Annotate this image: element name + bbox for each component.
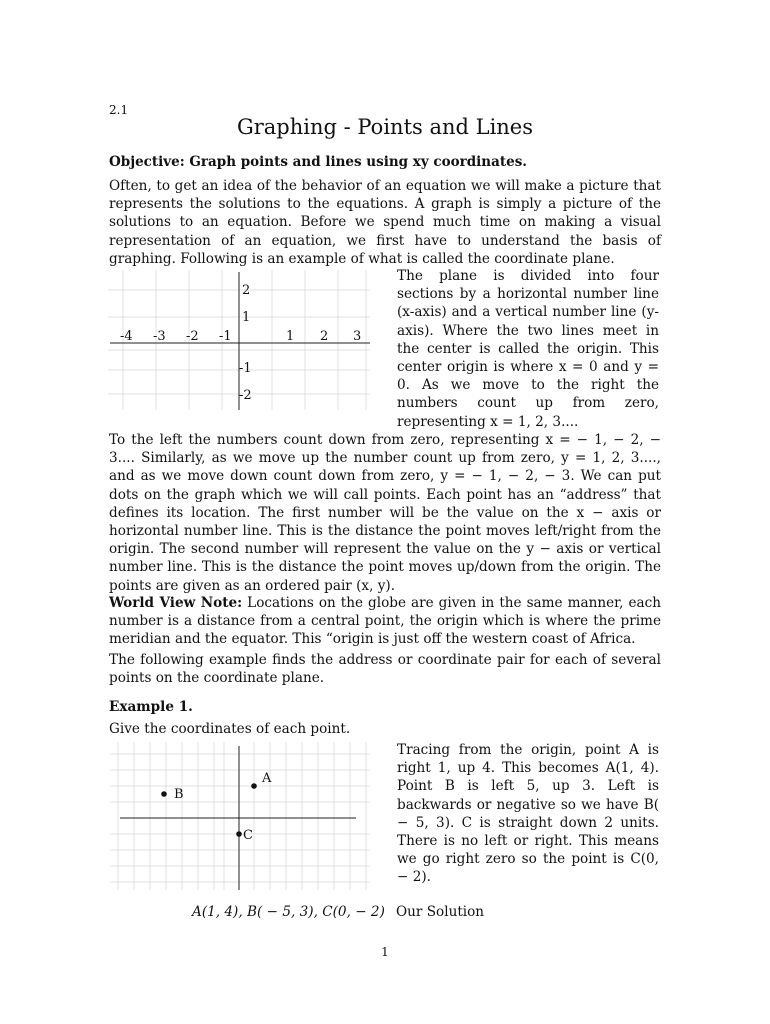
page-title: Graphing - Points and Lines [236,115,534,139]
coordinate-plane-figure [108,270,374,415]
y-tick-label: 2 [242,283,251,298]
example-solution: A(1, 4), B( − 5, 3), C(0, − 2) [192,904,385,920]
y-tick-label: -1 [239,361,252,376]
point-b-label: B [174,787,184,802]
point-c-dot [236,831,242,837]
example-instruction: Give the coordinates of each point. [109,721,351,737]
page-number: 1 [381,945,389,959]
x-tick-label: 2 [320,329,329,344]
point-c-label: C [243,828,253,843]
plane-description: The plane is divided into four sections by a horizontal number line (x-axis) and a vertical number line (y-axis). Where the two lines meet in the center is called the origin. This center origin is where x = 0 and y = 0. As we move to the right the numbers count up from zero, representing x = 1, 2, 3.... [397,268,659,430]
x-tick-label: -4 [120,329,133,344]
point-a-label: A [262,771,272,786]
example-graph [110,742,372,892]
x-tick-label: -3 [153,329,166,344]
y-tick-label: -2 [239,388,252,403]
world-view-label: World View Note: [109,595,243,611]
example-title: Example 1. [109,699,193,715]
x-tick-label: -1 [219,329,232,344]
section-number: 2.1 [109,103,129,117]
x-tick-label: 1 [286,329,295,344]
example-explanation: Tracing from the origin, point A is right 1, up 4. This becomes A(1, 4). Point B is left 5, up 3. Left is backwards or negative so we have B( − 5, 3). C is straight down 2 units. There is no left or right. This means we go right zero so the point is C(0, − 2). [397,742,659,886]
example-grid [110,742,370,890]
point-b-dot [161,791,167,797]
points-explanation-paragraph: To the left the numbers count down from zero, representing x = − 1, − 2, − 3.... Similarly, as we move up the number count up from zero, y = 1, 2, 3...., and as we move down count down from zero, y = − 1, − 2, − 3. We can put dots on the graph which we will call points. Each point has an “address” that defines its location. The first number will be the value on the x − axis or horizontal number line. This is the distance the point moves left/right from the origin. The second number will represent the value on the y − axis or vertical number line. This is the distance the point moves up/down from the origin. The points are given as an ordered pair (x, y). [109,432,661,594]
y-tick-label: 1 [242,310,251,325]
example-lead-paragraph: The following example finds the address or coordinate pair for each of several points on the coordinate plane. [109,652,661,687]
solution-label: Our Solution [396,904,485,920]
world-view-note [109,594,661,649]
point-a-dot [251,783,257,789]
objective: Objective: Graph points and lines using xy coordinates. [109,154,527,170]
world-view-text: Locations on the globe are given in the same manner, each number is a distance from a central point, the origin which is where the prime meridian and the equator. This “origin is just off the western coast of Africa. [109,595,661,648]
x-tick-label: 3 [353,329,362,344]
x-tick-label: -2 [186,329,199,344]
intro-paragraph: Often, to get an idea of the behavior of an equation we will make a picture that represents the solutions to the equations. A graph is simply a picture of the solutions to an equation. Before we spend much time on making a visual representation of an equation, we first have to understand the basis of graphing. Following is an example of what is called the coordinate plane. [109,178,661,267]
